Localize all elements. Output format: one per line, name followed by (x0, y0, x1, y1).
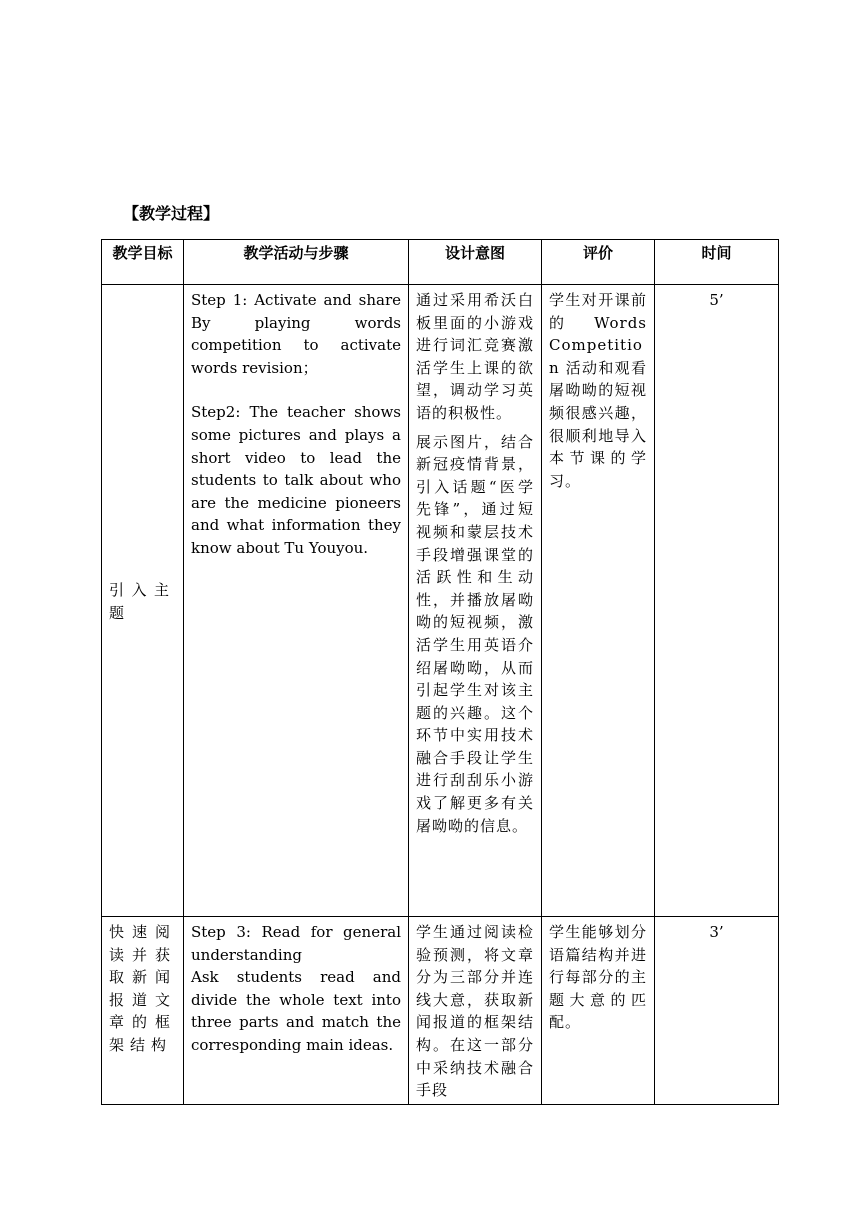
row2-activity-step3: Step 3: Read for general understanding (191, 923, 401, 964)
row1-activity (184, 285, 409, 917)
row1-intent-p1: 通过采用希沃白板里面的小游戏进行词汇竞赛激活学生上课的欲望，调动学习英语的积极性。 (416, 291, 534, 422)
row2-time: 3’ (655, 917, 779, 1105)
row2-goal: 快速阅读并获取新闻报道文章的框架结构 (102, 917, 184, 1105)
row1-intent (409, 285, 542, 917)
row2-activity (184, 917, 409, 1105)
section-heading: 【教学过程】 (123, 204, 220, 223)
header-goal: 教学目标 (102, 240, 184, 285)
header-time: 时间 (655, 240, 779, 285)
header-evaluation: 评价 (542, 240, 655, 285)
table-header-row (102, 240, 779, 285)
teaching-process-table (101, 239, 779, 1105)
table-row (102, 285, 779, 917)
header-activity: 教学活动与步骤 (184, 240, 409, 285)
row1-evaluation: 学生对开课前的 Words Competition 活动和观看屠呦呦的短视频很感兴趣，很顺利地导入本节课的学习。 (542, 285, 655, 917)
row2-evaluation: 学生能够划分语篇结构并进行每部分的主题大意的匹配。 (542, 917, 655, 1105)
header-intent: 设计意图 (409, 240, 542, 285)
row2-intent: 学生通过阅读检验预测，将文章分为三部分并连线大意，获取新闻报道的框架结构。在这一部分中采纳技术融合手段 (409, 917, 542, 1105)
row1-activity-step1: Step 1: Activate and share By playing words competition to activate words revision； (191, 291, 401, 377)
row1-intent-p2: 展示图片，结合新冠疫情背景，引入话题“医学先锋”，通过短视频和蒙层技术手段增强课堂的活跃性和生动性，并播放屠呦呦的短视频，激活学生用英语介绍屠呦呦，从而引起学生对该主题的兴趣。这个环节中实用技术融合手段让学生进行刮刮乐小游戏了解更多有关屠呦呦的信息。 (416, 432, 534, 835)
row1-time: 5’ (655, 285, 779, 917)
row1-goal: 引入主题 (102, 285, 184, 917)
row2-activity-desc: Ask students read and divide the whole text into three parts and match the corresponding main ideas. (191, 968, 401, 1054)
row1-activity-step2: Step2: The teacher shows some pictures and plays a short video to lead the students to talk about who are the medicine pioneers and what information they know about Tu Youyou. (191, 403, 401, 557)
table-row (102, 917, 779, 1105)
